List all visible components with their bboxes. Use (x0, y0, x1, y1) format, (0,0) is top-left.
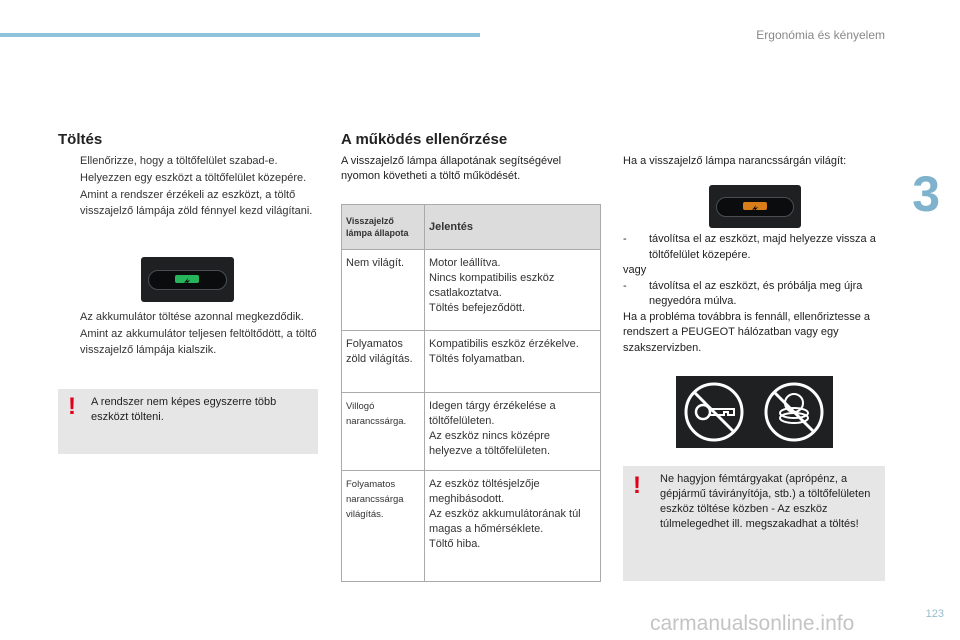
warning-box (58, 389, 318, 454)
warning-icon: ! (633, 472, 641, 499)
operation-check-title: A működés ellenőrzése (341, 131, 508, 148)
table-cell-state: Folyamatos zöld világítás. (342, 331, 425, 393)
lamp-status-table (341, 204, 601, 582)
warning-text: A rendszer nem képes egyszerre több eszközt tölteni. (91, 396, 277, 423)
list-item: Az akkumulátor töltése azonnal megkezdődik. (80, 311, 304, 323)
table-header-row (342, 205, 601, 250)
warning-icon: ! (68, 393, 76, 420)
page-number: 123 (925, 608, 944, 620)
column-header-meaning: Jelentés (425, 205, 601, 250)
list-item: Ellenőrizze, hogy a töltőfelület szabad-e. (80, 155, 278, 167)
list-item: vagy (623, 264, 647, 276)
table-cell-meaning: Motor leállítva. Nincs kompatibilis eszköz csatlakoztatva. Töltés befejeződött. (425, 250, 601, 331)
orange-lamp-steps (623, 232, 885, 356)
charging-lamp-icon (742, 199, 768, 213)
table-cell-meaning: Az eszköz töltésjelzője meghibásodott. Az eszköz akkumulátorának túl magas a hőmérséklete. Töltő hiba. (425, 471, 601, 582)
metal-warning-box (623, 466, 885, 581)
metal-objects-prohibited-image (676, 376, 833, 448)
list-item: - távolítsa el az eszközt, és próbálja meg újra negyedóra múlva. (623, 279, 863, 307)
chapter-number: 3 (912, 166, 940, 222)
no-key-icon (686, 384, 742, 440)
watermark: carmanualsonline.info (650, 612, 855, 635)
table-row (342, 393, 601, 471)
table-row (342, 471, 601, 582)
table-cell-meaning: Idegen tárgy érzékelése a töltőfelületen. Az eszköz nincs középre helyezve a töltőfelületen. (425, 393, 601, 471)
list-item: Amint a rendszer érzékeli az eszközt, a töltő visszajelző lámpája zöld fénnyel kezd világítani. (80, 189, 313, 217)
no-coins-icon (766, 384, 822, 440)
list-item: Amint az akkumulátor teljesen feltöltődött, a töltő visszajelző lámpája kialszik. (80, 328, 317, 356)
charging-status-list (58, 309, 320, 359)
header-accent-bar (0, 33, 480, 37)
charging-steps (58, 153, 320, 220)
table-row (342, 250, 601, 331)
charging-lamp-icon (174, 272, 200, 286)
list-item: Helyezzen egy eszközt a töltőfelület közepére. (80, 172, 307, 184)
table-cell-state: Villogó narancssárga. (342, 393, 425, 471)
table-row (342, 331, 601, 393)
column-header-state: Visszajelző lámpa állapota (342, 205, 425, 250)
closing-paragraph: Ha a probléma továbbra is fennáll, ellenőriztesse a rendszert a PEUGEOT hálózatban vagy egy szakszervizben. (623, 310, 871, 354)
list-item: - távolítsa el az eszközt, majd helyezze vissza a töltőfelület közepére. (623, 233, 876, 261)
orange-lamp-image (709, 185, 801, 228)
green-lamp-image (141, 257, 234, 302)
table-cell-meaning: Kompatibilis eszköz érzékelve. Töltés folyamatban. (425, 331, 601, 393)
table-cell-state: Folyamatos narancssárga világítás. (342, 471, 425, 582)
charging-title: Töltés (58, 131, 103, 148)
table-cell-state: Nem világít. (342, 250, 425, 331)
warning-text: Ne hagyjon fémtárgyakat (aprópénz, a gépjármű távirányítója, stb.) a töltőfelületen eszköz töltése közben - Az eszköz túlmelegedhet ill. megszakadhat a töltés! (660, 473, 871, 530)
section-title: Ergonómia és kényelem (756, 28, 885, 42)
orange-lamp-intro: Ha a visszajelző lámpa narancssárgán világít: (623, 155, 847, 167)
operation-intro: A visszajelző lámpa állapotának segítségével nyomon követheti a töltő működését. (341, 155, 562, 182)
